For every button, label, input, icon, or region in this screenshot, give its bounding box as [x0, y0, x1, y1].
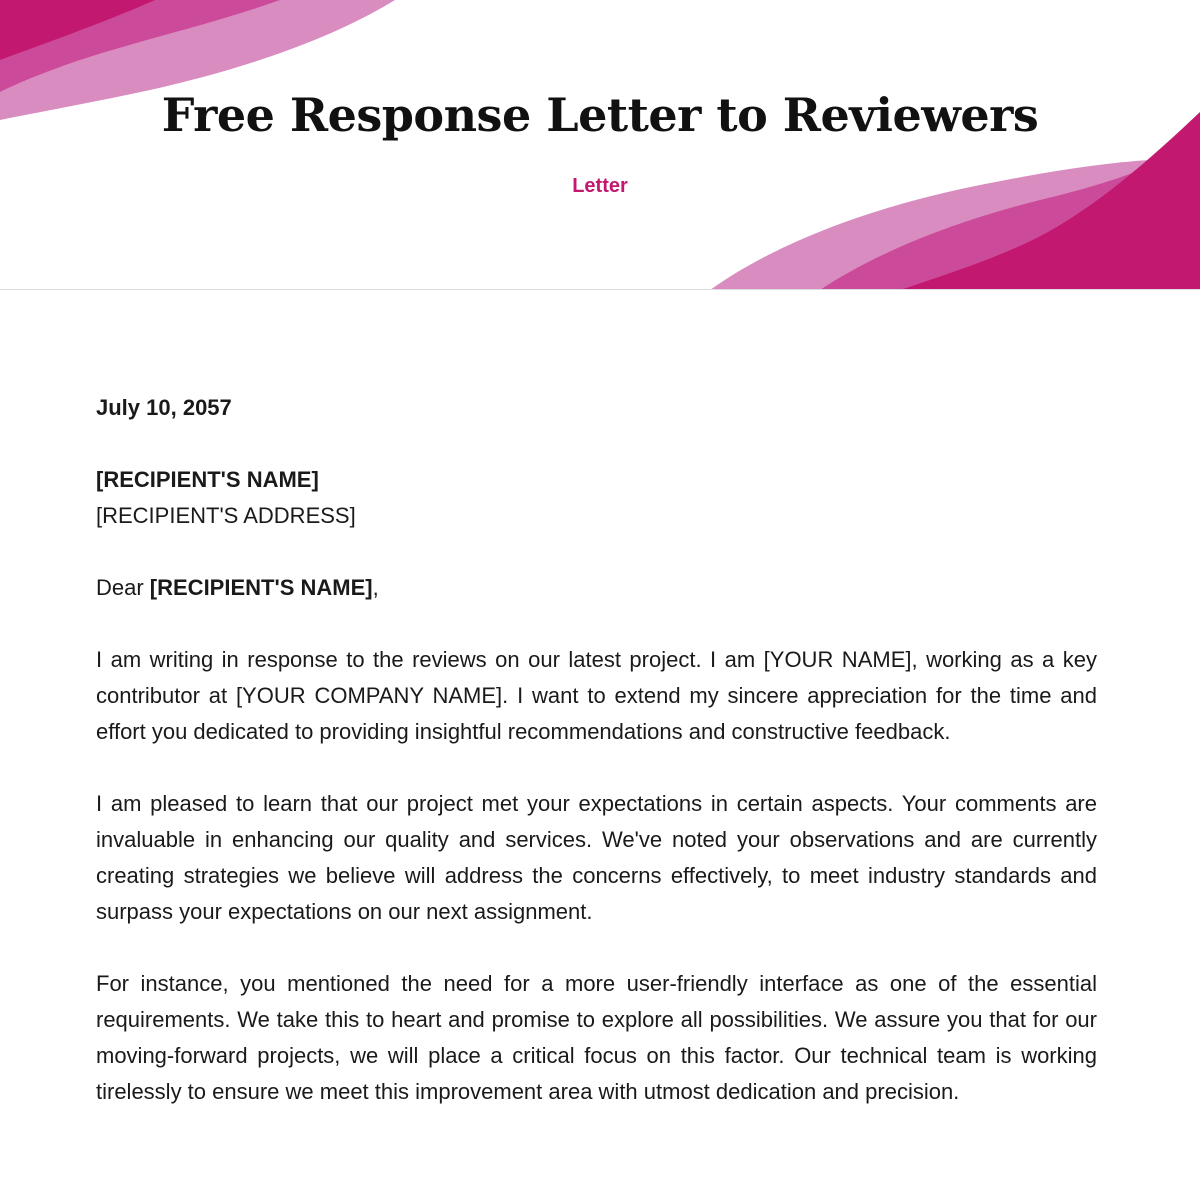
letter-paragraph: For instance, you mentioned the need for a more user-friendly interface as one of the essential requirements. We take this to heart and promise to explore all possibilities. We assure you that for our moving-forward projects, we will place a critical focus on this factor. Our technical team is working tirelessly to ensure we meet this improvement area with utmost dedication and precision.: [96, 971, 1097, 1104]
salutation: [96, 570, 1097, 606]
header-divider: [0, 289, 1200, 290]
letter-paragraph: I am writing in response to the reviews on our latest project. I am [YOUR NAME], working as a key contributor at [YOUR COMPANY NAME]. I want to extend my sincere appreciation for the time and effort you dedicated to providing insightful recommendations and constructive feedback.: [96, 647, 1097, 744]
recipient-name: [RECIPIENT'S NAME]: [96, 467, 319, 492]
page-title: Free Response Letter to Reviewers: [161, 88, 1039, 142]
letter-paragraph: I am pleased to learn that our project met your expectations in certain aspects. Your comments are invaluable in enhancing our quality and services. We've noted your observations and are currently creating strategies we believe will address the concerns effectively, to meet industry standards and surpass your expectations on our next assignment.: [96, 791, 1097, 924]
letter-body: [96, 390, 1097, 1146]
salutation-suffix: ,: [372, 575, 379, 600]
salutation-prefix: Dear: [96, 575, 150, 600]
recipient-address: [RECIPIENT'S ADDRESS]: [96, 503, 356, 528]
header-banner: [0, 0, 1200, 290]
decorative-waves: [0, 0, 1200, 290]
salutation-name: [RECIPIENT'S NAME]: [149, 575, 373, 600]
page-subtitle: Letter: [572, 175, 628, 197]
letter-date: July 10, 2057: [96, 395, 232, 420]
